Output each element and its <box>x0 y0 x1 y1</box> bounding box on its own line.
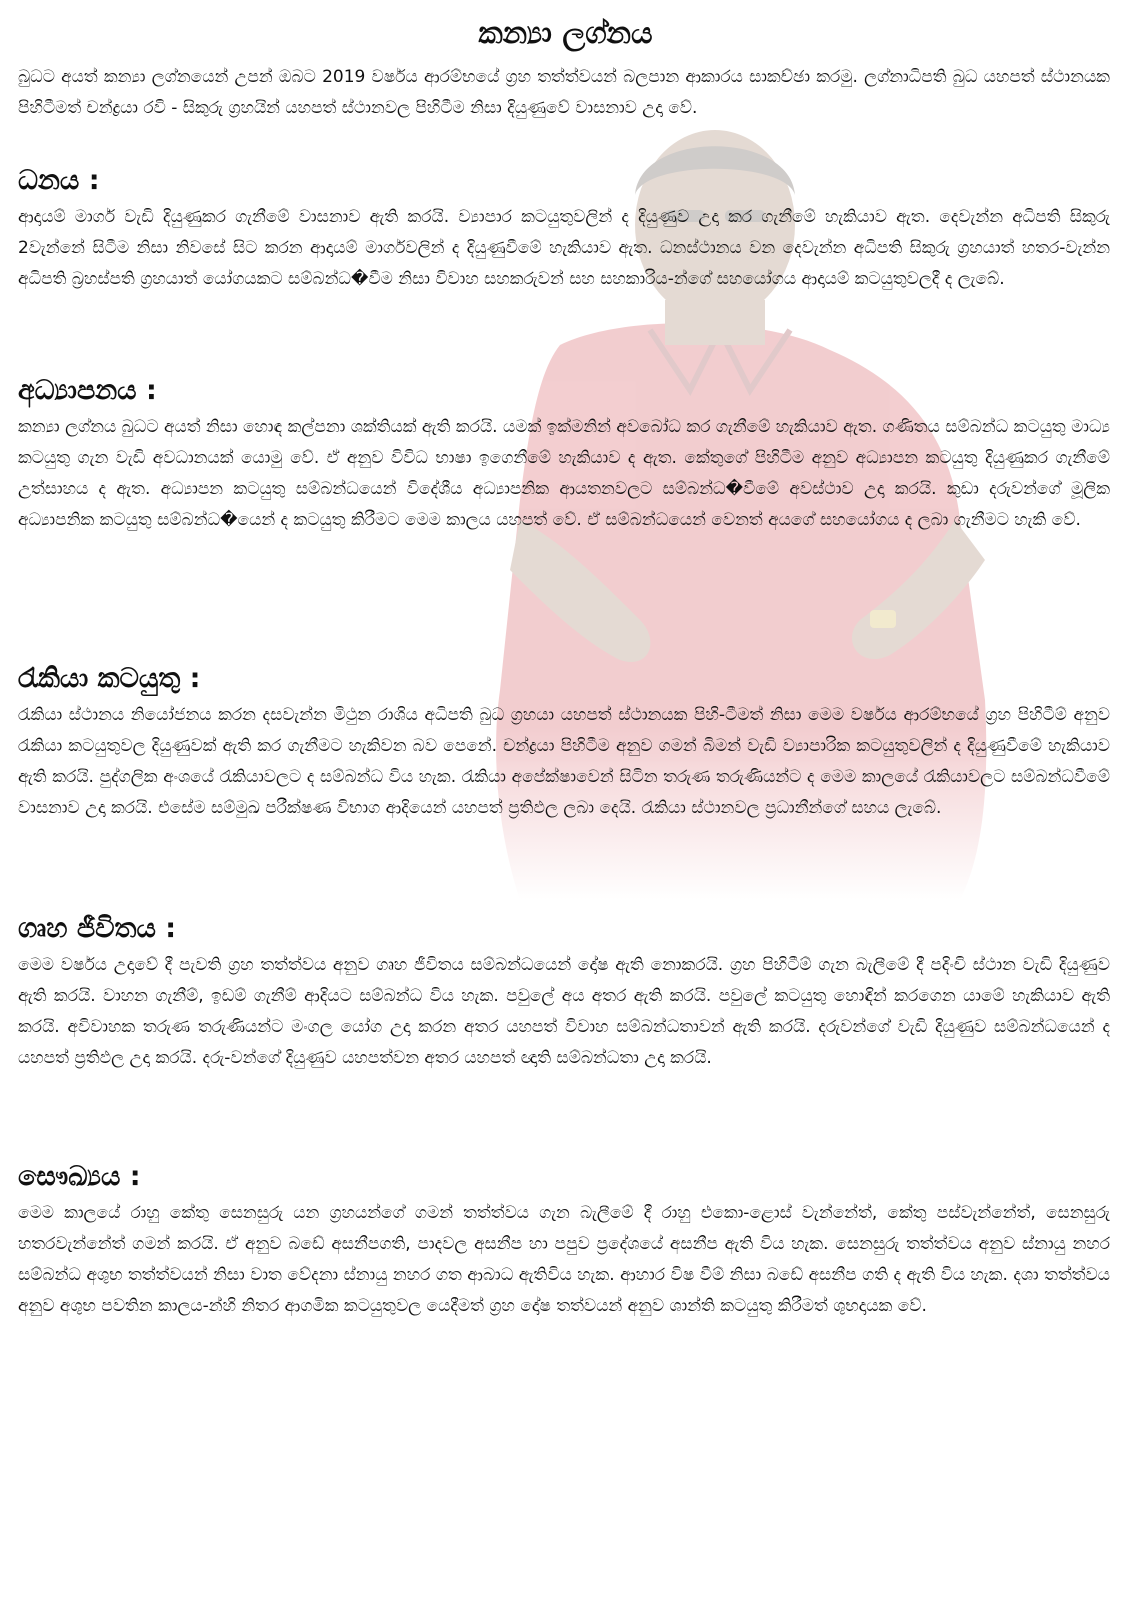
section-heading-wealth: ධනය : <box>18 165 100 196</box>
section-heading-family: ගෘහ ජීවිතය : <box>18 913 177 944</box>
section-heading-education: අධ්‍යාපනය : <box>18 375 157 406</box>
section-heading-health: සෞඛ්‍යය : <box>18 1161 141 1192</box>
section-text-wealth: ආදායම් මාර්ග වැඩි දියුණුකර ගැනීමේ වාසනාව ඇති කරයි. ව්‍යාපාර කටයුතුවලින් ද දියුණුව උදා කර ගැනීමේ හැකියාව ඇත. දෙවැන්න අධිපති සිකුරු 2වැන්නේ සිටීම නිසා නිවසේ සිට කරන ආදායම් මාර්ගවලින් ද දියුණුවීමේ හැකියාව ඇත. ධනස්ථානය වන දෙවැන්න අධිපති සිකුරු ග්‍රහයාත් හතර-වැන්න අධිපති බ්‍රහස්පති ග්‍රහයාත් යෝගයකට සම්බන්ධ�වීම නිසා විවාහ සහකරුවන් සහ සහකාරිය-න්ගේ සහයෝගය ආදායම් කටයුතුවලදී ද ලැබේ. <box>18 207 1110 289</box>
intro-paragraph: බුධට අයත් කන්‍යා ලග්නයෙන් උපන් ඔබට 2019 වර්ෂය ආරම්භයේ ග්‍රහ තත්ත්වයන් බලපාන ආකාරය සාකච්ඡා කරමු. ලග්නාධිපති බුධ යහපත් ස්ථානයක පිහිටීමත් චන්ද්‍රයා රවි - සිකුරු ග්‍රහයින් යහපත් ස්ථානවල පිහිටීම නිසා දියුණුවේ වාසනාව උදා වේ. <box>18 67 1110 118</box>
page-title: කන්‍යා ලග්නය <box>478 16 653 51</box>
section-text-health: මෙම කාලයේ රාහු කේතු සෙනසුරු යන ග්‍රහයන්ගේ ගමන් තත්ත්වය ගැන බැලීමේ දී රාහු එකො-ළොස් වැන්නේත්, කේතු පස්වැන්නේත්, සෙනසුරු හතරවැන්නේත් ගමන් කරයි. ඒ අනුව බඩේ අසනීපගති, පාදවල අසනීප හා පපුව ප්‍රදේශයේ අසනීප ඇති විය හැක. සෙනසුරු තත්ත්වය අනුව ස්නායු නහර සම්බන්ධ අශුභ තත්ත්වයන් නිසා වාත වේදනා ස්නායු නහර ගත ආබාධ ඇතිවිය හැක. ආහාර විෂ වීම් නිසා බඩේ අසනීප ගති ද ඇති විය හැක. දශා තත්ත්වය අනුව අශුභ පවතින කාලය-න්හි නිතර ආගමික කටයුතුවල යෙදීමත් ග්‍රහ දෝෂ තත්වයන් අනුව ශාන්ති කටයුතු කිරීමත් ශුභදායක වේ. <box>18 1203 1110 1316</box>
section-text-family: මෙම වර්ෂය උදාවේ දී පැවති ග්‍රහ තත්ත්වය අනුව ගෘහ ජීවිතය සම්බන්ධයෙන් දෝෂ ඇති නොකරයි. ග්‍රහ පිහිටීම් ගැන බැලීමේ දී පදිංචි ස්ථාන වැඩි දියුණුව ඇති කරයි. වාහන ගැනීම්, ඉඩම් ගැනීම් ආදියට සම්බන්ධ විය හැක. පවුලේ අය අතර ඇති කරයි. පවුලේ කටයුතු හොඳින් කරගෙන යාමේ හැකියාව ඇති කරයි. අවිවාහක තරුණ තරුණියන්ට මංගල යෝග උදා කරන අතර යහපත් විවාහ සම්බන්ධතාවන් ඇති කරයි. දරුවන්ගේ වැඩි දියුණුව සම්බන්ධයෙන් ද යහපත් ප්‍රතිඵල උදා කරයි. දරු-වන්ගේ දියුණුව යහපත්වන අතර යහපත් ඥාති සම්බන්ධතා උදා කරයි. <box>18 955 1110 1068</box>
section-text-education: කන්‍යා ලග්නය බුධට අයත් නිසා හොඳ කල්පනා ශක්තියක් ඇති කරයි. යමක් ඉක්මනින් අවබෝධ කර ගැනීමේ හැකියාව ඇත. ගණිතය සම්බන්ධ කටයුතු මාධ්‍ය කටයුතු ගැන වැඩි අවධානයක් යොමු වේ. ඒ අනුව විවිධ භාෂා ඉගෙනීමේ හැකියාව ද ඇත. කේතුගේ පිහිටීම අනුව අධ්‍යාපන කටයුතු දියුණුකර ගැනීමේ උත්සාහය ද ඇත. අධ්‍යාපන කටයුතු සම්බන්ධයෙන් විදේශීය අධ්‍යාපනික ආයතනවලට සම්බන්ධ�වීමේ අවස්ථාව උදා කරයි. කුඩා දරුවන්ගේ මූලික අධ්‍යාපනික කටයුතු සම්බන්ධ�යෙන් ද කටයුතු කිරීමට මෙම කාලය යහපත් වේ. ඒ සම්බන්ධයෙන් වෙනත් අයගේ සහයෝගය ද ලබා ගැනීමට හැකි වේ. <box>18 417 1110 530</box>
section-heading-career: රැකියා කටයුතු : <box>18 663 201 694</box>
section-text-career: රැකියා ස්ථානය නියෝජනය කරන දසවැන්න මිථුන රාශිය අධිපති බුධ ග්‍රහයා යහපත් ස්ථානයක පිහි-ටීමත් නිසා මෙම වර්ෂය ආරම්භයේ ග්‍රහ පිහිටීම් අනුව රැකියා කටයුතුවල දියුණුවක් ඇති කර ගැනීමට හැකිවන බව පෙනේ. චන්ද්‍රයා පිහිටීම අනුව ගමන් බිමන් වැඩි ව්‍යාපාරික කටයුතුවලින් ද දියුණුවීමේ හැකියාව ඇති කරයි. පුද්ගලික අංශයේ රැකියාවලට ද සම්බන්ධ විය හැක. රැකියා අපේක්ෂාවෙන් සිටින තරුණ තරුණියන්ට ද මෙම කාලයේ රැකියාවලට සම්බන්ධවීමේ වාසනාව උදා කරයි. එසේම සම්මුඛ පරීක්ෂණ විභාග ආදියෙන් යහපත් ප්‍රතිඵල ලබා දෙයි. රැකියා ස්ථානවල ප්‍රධානීන්ගේ සහය ලැබේ. <box>18 705 1110 818</box>
